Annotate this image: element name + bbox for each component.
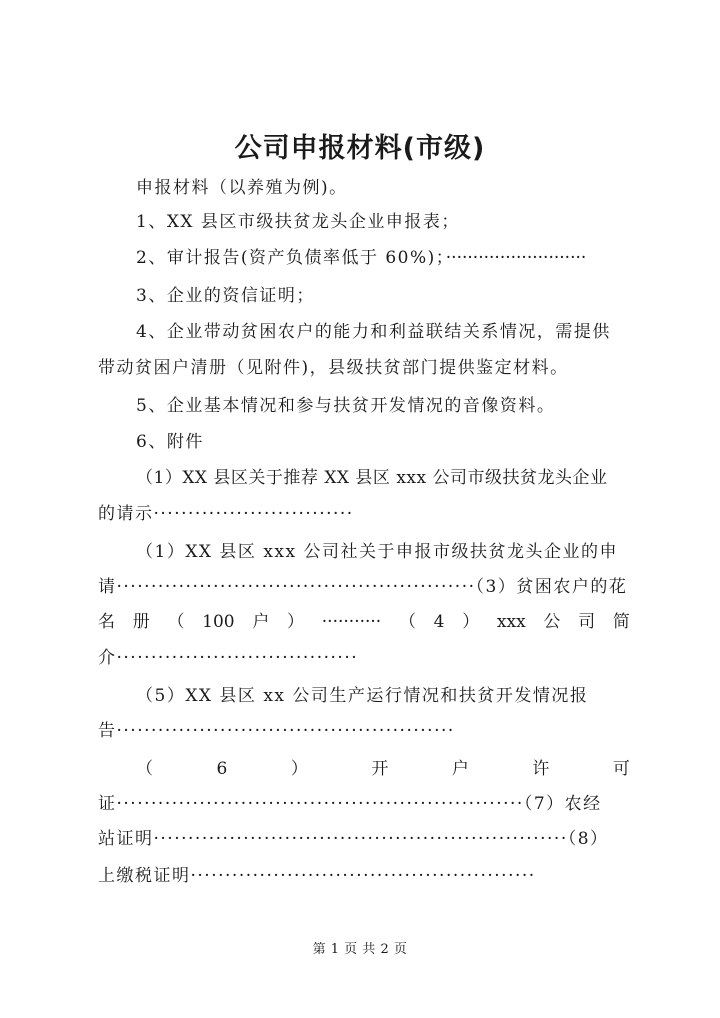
item-2-leader-dots: ·························· [445, 248, 587, 268]
justified-token: 简 [612, 612, 630, 632]
justified-token: ） [290, 759, 308, 779]
justified-token: ） [287, 612, 305, 632]
justified-token: 公 [543, 612, 561, 632]
attachment-2-line-2: 请····················································（3）贫困农户的花 [98, 577, 628, 597]
item-1: 1、XX 县区市级扶贫龙头企业申报表； [136, 212, 460, 232]
attachment-6-line-2: 证···························································（7）农经 [98, 794, 602, 814]
attachment-3-line-2: 介··································· [98, 648, 359, 668]
justified-token: xxx [496, 612, 526, 632]
justified-token: 4 [433, 612, 445, 632]
justified-token: ··········· [321, 612, 382, 632]
justified-token: 100 [202, 612, 235, 632]
justified-token: 名 [98, 612, 115, 632]
document-title: 公司申报材料(市级) [234, 133, 486, 164]
item-4-line-1: 4、企业带动贫困农户的能力和利益联结关系情况，需提供 [136, 322, 611, 342]
page-footer: 第 1 页 共 2 页 [312, 942, 408, 957]
justified-token: 司 [578, 612, 596, 632]
attachment-8-line: 上缴税证明·················································· [98, 866, 536, 886]
justified-token: 可 [612, 759, 630, 779]
attachment-5-line-1: （5）XX 县区 xx 公司生产运行情况和扶贫开发情况报 [136, 686, 589, 706]
justified-token: 册 [132, 612, 150, 632]
justified-token: 开 [371, 759, 389, 779]
justified-token: （ [167, 612, 185, 632]
item-3: 3、企业的资信证明； [136, 286, 315, 306]
justified-token: 6 [216, 759, 228, 779]
attachment-7-line-2: 站证明····························································（8） [98, 829, 609, 849]
attachment-2-line-1: （1）XX 县区 xxx 公司社关于申报市级扶贫龙头企业的申 [136, 542, 618, 562]
attachment-1-line-2: 的请示····························· [98, 504, 354, 524]
item-2-text: 2、审计报告(资产负债率低于 60%)； [136, 248, 446, 268]
attachment-3-line-1 [98, 610, 630, 634]
item-4-line-2: 带动贫困户清册（见附件)，县级扶贫部门提供鉴定材料。 [98, 358, 569, 378]
justified-token: （ [136, 759, 153, 779]
attachment-1-line-1: （1）XX 县区关于推荐 XX 县区 xxx 公司市级扶贫龙头企业 [136, 468, 608, 488]
justified-token: 户 [252, 612, 270, 632]
attachment-6-line-1 [136, 757, 630, 781]
intro-line: 申报材料（以养殖为例)。 [136, 178, 348, 198]
item-6: 6、附件 [136, 432, 204, 452]
attachment-5-line-2: 告················································· [98, 721, 455, 741]
justified-token: 户 [451, 759, 469, 779]
item-2 [136, 246, 586, 270]
item-5: 5、企业基本情况和参与扶贫开发情况的音像资料。 [136, 396, 556, 416]
justified-token: ） [462, 612, 480, 632]
justified-token: （ [398, 612, 416, 632]
justified-token: 许 [532, 759, 550, 779]
